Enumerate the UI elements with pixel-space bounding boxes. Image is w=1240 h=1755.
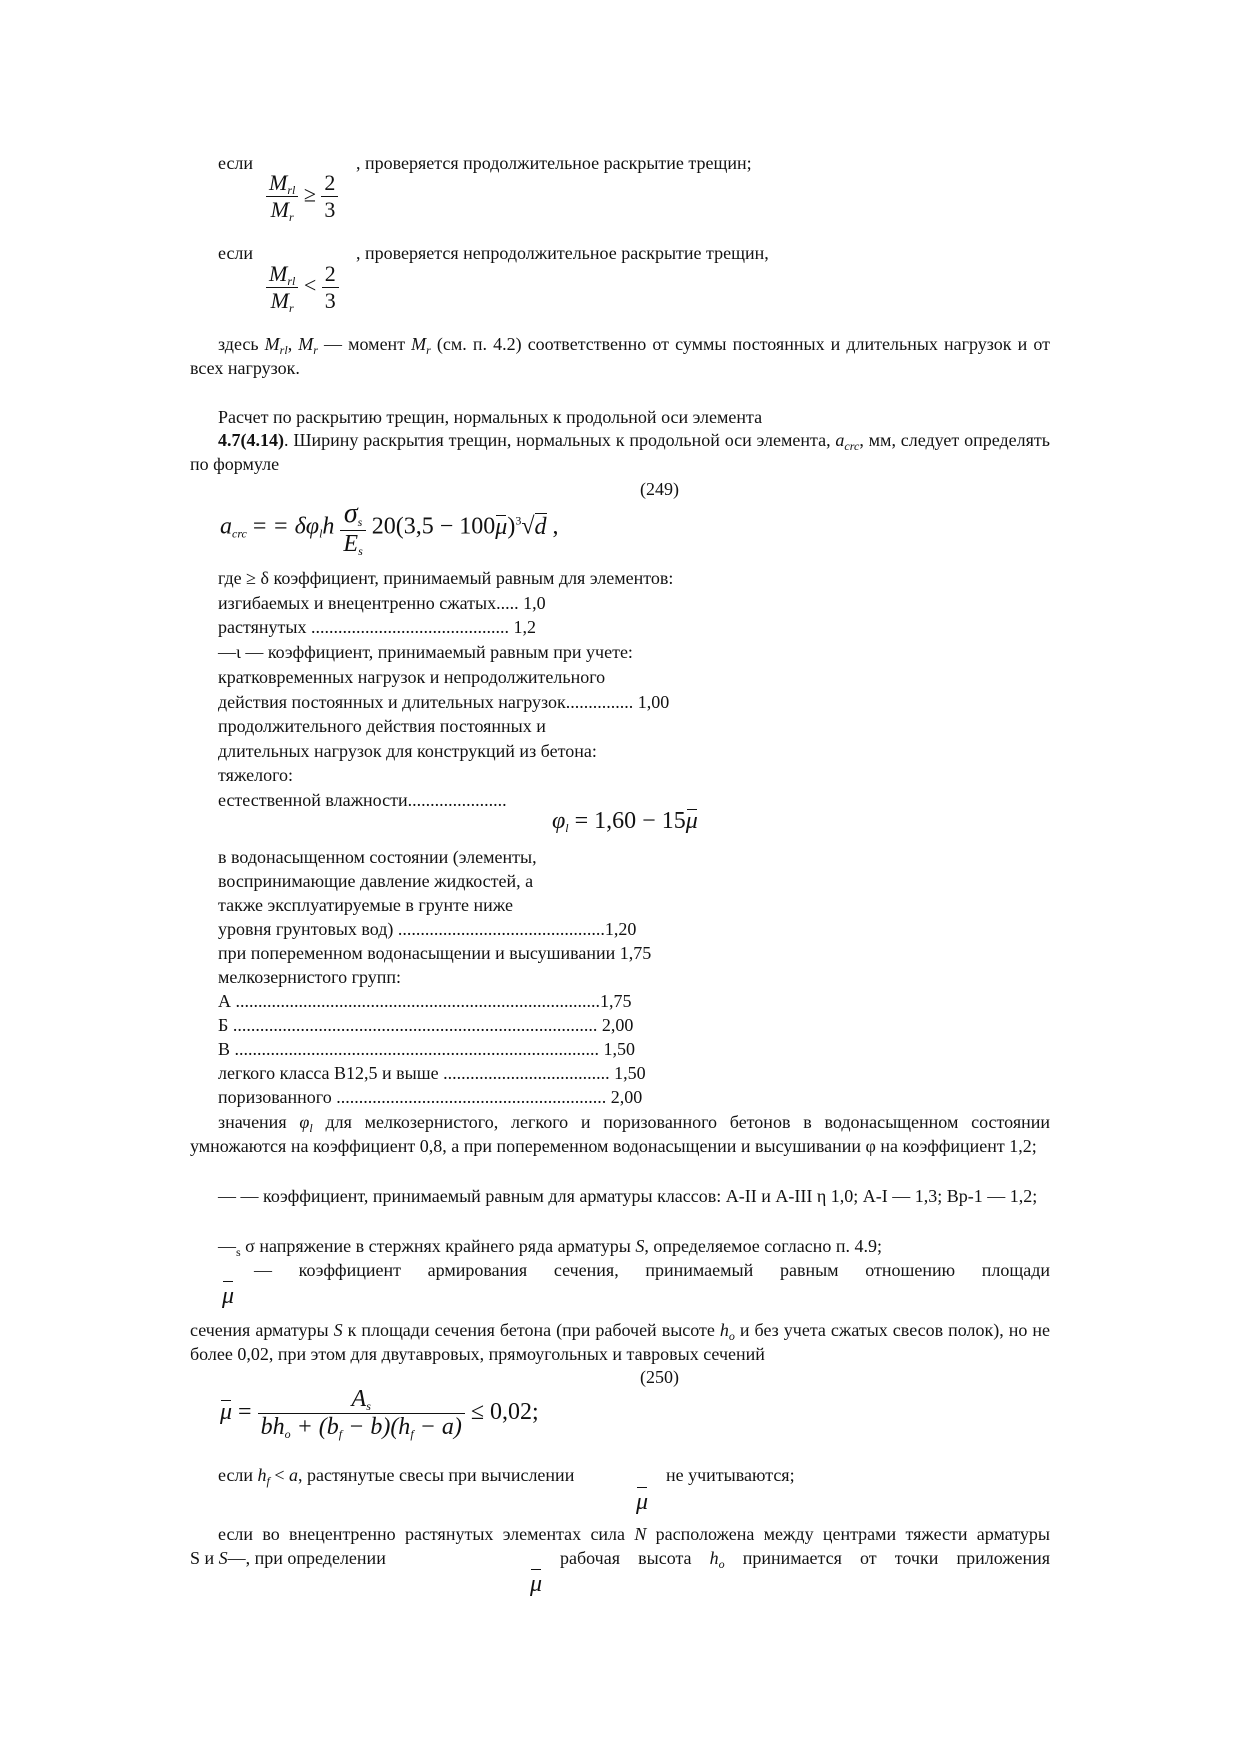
paragraph-sigma: $—_s$ σ напряжение в стержнях крайнего ряда арматуры S, определяемое согласно п. 4.9; (218, 1236, 882, 1259)
text-not-considered: не учитываются; (666, 1465, 795, 1485)
def-heavy: тяжелого: (218, 765, 294, 785)
def-delta: где ≥ δ коэффициент, принимаемый равным для элементов: (218, 568, 674, 588)
def-groundwater: уровня грунтовых вод) ..............................................1,20 (218, 919, 637, 939)
def-long-term-concrete: длительных нагрузок для конструкций из бетона: (218, 741, 597, 761)
def-short-term-value: действия постоянных и длительных нагрузок............... 1,00 (218, 692, 670, 712)
paragraph-eccentric-1: если во внецентренно растянутых элементах сила N расположена между центрами тяжести арматуры (218, 1524, 1051, 1544)
def-phi: —ι — коэффициент, принимаемый равным при учете: (218, 642, 633, 662)
paragraph-4-7: 4.7(4.14). Ширину раскрытия трещин, нормальных к продольной оси элемента, $a_{crc}$, мм, следует определять по формуле (190, 430, 1050, 474)
def-in-ground: также эксплуатируемые в грунте ниже (218, 895, 513, 915)
def-alternating: при попеременном водонасыщении и высушивании 1,75 (218, 943, 652, 963)
paragraph-eccentric-2: S и S—, при определении (190, 1548, 386, 1568)
def-short-term: кратковременных нагрузок и непродолжительного (218, 667, 606, 687)
symbol-mu-3: μ (530, 1571, 543, 1597)
paragraph-hf: если $h_f < a$, растянутые свесы при вычислении (218, 1465, 575, 1488)
formula-ratio-lt: $\frac{M_{rl}}{M_r}$ < $\frac{2}{3}$ (266, 261, 339, 314)
def-group-v: В ................................................................................. 1,50 (218, 1039, 636, 1059)
def-long-term: продолжительного действия постоянных и (218, 716, 546, 736)
paragraph-values: значения $\varphi_l$ для мелкозернистого, легкого и поризованного бетонов в водонасыщенном состоянии умножаются на коэффициент 0,8, а при попеременном водонасыщении и высушивании φ на коэффициент 1,2; (190, 1112, 1051, 1156)
paragraph-mu-1: — коэффициент армирования сечения, принимаемый равным отношению площади (254, 1260, 1050, 1280)
symbol-mu-2: μ (636, 1489, 649, 1515)
def-fine-grained: мелкозернистого групп: (218, 967, 402, 987)
text-short-term-check: , проверяется непродолжительное раскрытие трещин, (356, 243, 769, 263)
def-natural-humidity: естественной влажности...................... (218, 790, 507, 810)
section-heading: Расчет по раскрытию трещин, нормальных к продольной оси элемента (218, 407, 763, 427)
def-group-b: Б ................................................................................. 2,00 (218, 1015, 634, 1035)
equation-number-249: (249) (640, 479, 679, 499)
paragraph-here: здесь $M_{rl}$, $M_r$ — момент $M_r$ (см. п. 4.2) соответственно от суммы постоянных и длительных нагрузок и от всех нагрузок. (190, 334, 1050, 378)
def-light: легкого класса В12,5 и выше ..................................... 1,50 (218, 1063, 646, 1083)
paragraph-eccentric-3: рабочая высота $h_o$ принимается от точки приложения (560, 1548, 1050, 1571)
symbol-mu-1: μ (222, 1283, 235, 1309)
def-group-a: А .................................................................................1,75 (218, 991, 632, 1011)
text-long-term-check: , проверяется продолжительное раскрытие трещин; (356, 153, 752, 173)
def-liquid-pressure: воспринимающие давление жидкостей, а (218, 871, 534, 891)
paragraph-mu-2: сечения арматуры S к площади сечения бетона (при рабочей высоте $h_o$ и без учета сжатых свесов полок), но не более 0,02, при этом для двутавровых, прямоугольных и тавровых сечений (190, 1320, 1050, 1364)
def-porous: поризованного ............................................................ 2,00 (218, 1087, 643, 1107)
equation-number-250: (250) (640, 1367, 679, 1387)
formula-250: μ = $\frac{A_s}{bh_o + (b_f - b)(h_f - a)}$ ≤ 0,02; (220, 1386, 539, 1441)
formula-249: $a_{crc}$ = = $\delta\varphi_lh$ $\frac{\sigma_s}{E_s}$ $20(3,5 - 100\mu)^3√d$ , (220, 498, 559, 558)
def-tension: растянутых ............................................ 1,2 (218, 617, 536, 637)
formula-phi-l: $\varphi_l = 1,60 - 15\mu$ (552, 808, 698, 835)
formula-ratio-ge: $\frac{M_{rl}}{M_r}$ ≥ $\frac{2}{3}$ (266, 170, 338, 223)
text-if-2: если (218, 243, 254, 263)
def-saturated: в водонасыщенном состоянии (элементы, (218, 847, 537, 867)
def-bending: изгибаемых и внецентренно сжатых..... 1,0 (218, 593, 546, 613)
paragraph-eta: — — коэффициент, принимаемый равным для арматуры классов: А-II и А-III η 1,0; А-I — 1,3; Вр-1 — 1,2; (218, 1186, 1038, 1206)
text-if-1: если (218, 153, 254, 173)
